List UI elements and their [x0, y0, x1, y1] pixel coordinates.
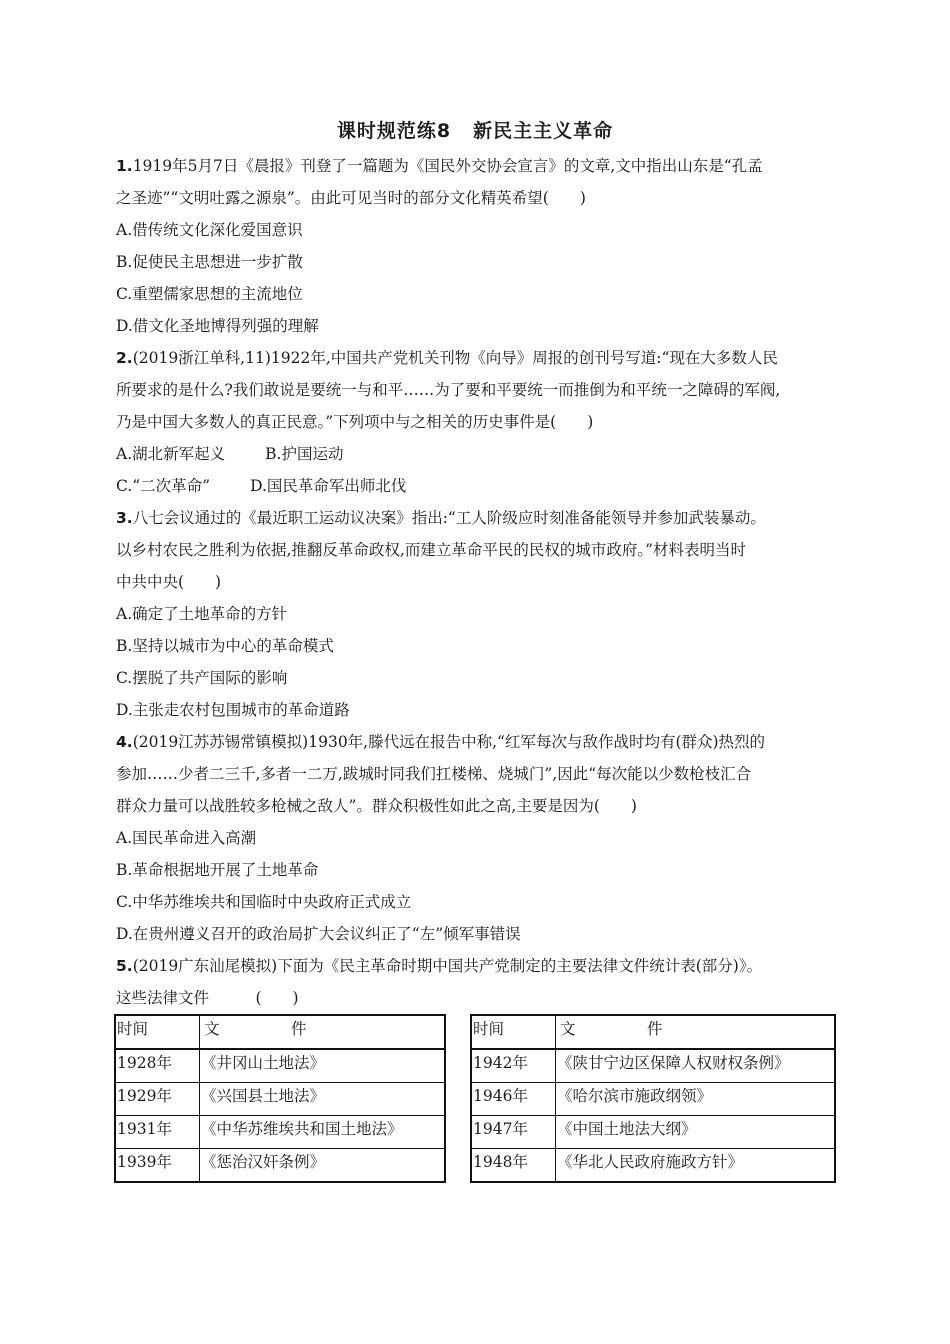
- question-text: (2019江苏苏锡常镇模拟)1930年,滕代远在报告中称,“红军每次与敌作战时均有(群众)热烈的: [132, 733, 766, 751]
- question-number: 1.: [116, 157, 133, 175]
- cell-year: 1939年: [115, 1149, 200, 1183]
- question-stem-line: [116, 566, 838, 598]
- question-text: 所要求的是什么?我们敢说是要统一与和平……为了要和平要统一而推倒为和平统一之障碍的军阀,: [116, 381, 781, 399]
- option-a: A.国民革命进入高潮: [116, 829, 257, 847]
- cell-year: 1948年: [471, 1149, 556, 1183]
- option-c: C.“二次革命”: [116, 477, 211, 495]
- table-row: [471, 1116, 835, 1149]
- question-stem-line: [116, 758, 838, 790]
- title-part-1: 课时规范练8: [336, 120, 452, 142]
- option-b: B.护国运动: [265, 445, 344, 463]
- questions-section: [116, 150, 838, 1014]
- cell-document: 《中华苏维埃共和国土地法》: [200, 1116, 446, 1149]
- question-number: 2.: [116, 349, 133, 367]
- option-c: C.重塑儒家思想的主流地位: [116, 285, 303, 303]
- cell-year: 1942年: [471, 1049, 556, 1083]
- option-d: D.在贵州遵义召开的政治局扩大会议纠正了“左”倾军事错误: [116, 925, 521, 943]
- question-stem-line: [116, 374, 838, 406]
- table-row: [115, 1116, 445, 1149]
- option-c: C.中华苏维埃共和国临时中央政府正式成立: [116, 893, 412, 911]
- cell-document: 《兴国县土地法》: [200, 1083, 446, 1116]
- option-b: B.革命根据地开展了土地革命: [116, 861, 319, 879]
- question-stem-line: [116, 534, 838, 566]
- cell-year: 1931年: [115, 1116, 200, 1149]
- table-row: [115, 1149, 445, 1183]
- table-row: [115, 1083, 445, 1116]
- table-left-half: [114, 1014, 446, 1183]
- option-row: [116, 470, 838, 502]
- question-4: [116, 726, 838, 950]
- table-right-half: [470, 1014, 836, 1183]
- question-text: 1919年5月7日《晨报》刊登了一篇题为《国民外交协会宣言》的文章,文中指出山东是“孔孟: [132, 157, 763, 175]
- page-title: [0, 116, 950, 143]
- question-stem-line: [116, 150, 838, 182]
- question-text: (2019广东汕尾模拟)下面为《民主革命时期中国共产党制定的主要法律文件统计表(部分)》。: [132, 957, 763, 975]
- title-part-2: 新民主主义革命: [473, 120, 614, 142]
- question-stem-line: [116, 182, 838, 214]
- header-time: 时间: [115, 1015, 200, 1049]
- cell-document: 《哈尔滨市施政纲领》: [556, 1083, 836, 1116]
- cell-year: 1929年: [115, 1083, 200, 1116]
- option-d: D.借文化圣地博得列强的理解: [116, 317, 319, 335]
- cell-year: 1928年: [115, 1049, 200, 1083]
- table-header-row: [115, 1015, 445, 1049]
- question-text: 乃是中国大多数人的真正民意。”下列项中与之相关的历史事件是( ): [116, 413, 594, 431]
- question-stem-line: [116, 982, 838, 1014]
- question-number: 5.: [116, 957, 133, 975]
- question-text: 八七会议通过的《最近职工运动议决案》指出:“工人阶级应时刻准备能领导并参加武装暴动。: [132, 509, 766, 527]
- header-document: 文 件: [556, 1015, 836, 1049]
- table-row: [471, 1149, 835, 1183]
- question-text: 这些法律文件 ( ): [116, 989, 299, 1007]
- law-documents-table: [114, 1014, 836, 1188]
- option-b: B.坚持以城市为中心的革命模式: [116, 637, 334, 655]
- question-5: [116, 950, 838, 1014]
- question-3: [116, 502, 838, 726]
- option-row: [116, 438, 838, 470]
- cell-document: 《井冈山土地法》: [200, 1049, 446, 1083]
- question-text: 群众力量可以战胜较多枪械之敌人”。群众积极性如此之高,主要是因为( ): [116, 797, 637, 815]
- option-c: C.摆脱了共产国际的影响: [116, 669, 288, 687]
- question-stem-line: [116, 726, 838, 758]
- option-b: B.促使民主思想进一步扩散: [116, 253, 303, 271]
- cell-document: 《惩治汉奸条例》: [200, 1149, 446, 1183]
- question-text: 参加……少者二三千,多者一二万,跋城时同我们扛楼梯、烧城门”,因此“每次能以少数枪枝汇合: [116, 765, 752, 783]
- cell-document: 《华北人民政府施政方针》: [556, 1149, 836, 1183]
- question-text: 中共中央( ): [116, 573, 222, 591]
- header-document: 文 件: [200, 1015, 446, 1049]
- question-number: 4.: [116, 733, 133, 751]
- table-row: [471, 1049, 835, 1083]
- question-number: 3.: [116, 509, 133, 527]
- option-d: D.国民革命军出师北伐: [250, 477, 407, 495]
- cell-year: 1947年: [471, 1116, 556, 1149]
- question-1: [116, 150, 838, 342]
- question-text: (2019浙江单科,11)1922年,中国共产党机关刊物《向导》周报的创刊号写道:“现在大多数人民: [132, 349, 778, 367]
- question-stem-line: [116, 406, 838, 438]
- option-d: D.主张走农村包围城市的革命道路: [116, 701, 350, 719]
- option-a: A.借传统文化深化爱国意识: [116, 221, 303, 239]
- option-a: A.湖北新军起义: [116, 445, 226, 463]
- question-text: 以乡村农民之胜利为依据,推翻反革命政权,而建立革命平民的民权的城市政府。”材料表明当时: [116, 541, 747, 559]
- question-stem-line: [116, 502, 838, 534]
- option-a: A.确定了土地革命的方针: [116, 605, 288, 623]
- table-row: [115, 1049, 445, 1083]
- header-time: 时间: [471, 1015, 556, 1049]
- question-stem-line: [116, 950, 838, 982]
- cell-document: 《中国土地法大纲》: [556, 1116, 836, 1149]
- question-stem-line: [116, 342, 838, 374]
- cell-document: 《陕甘宁边区保障人权财权条例》: [556, 1049, 836, 1083]
- question-stem-line: [116, 790, 838, 822]
- question-text: 之圣迹”“文明吐露之源泉”。由此可见当时的部分文化精英希望( ): [116, 189, 586, 207]
- table-row: [471, 1083, 835, 1116]
- table-header-row: [471, 1015, 835, 1049]
- cell-year: 1946年: [471, 1083, 556, 1116]
- question-2: [116, 342, 838, 502]
